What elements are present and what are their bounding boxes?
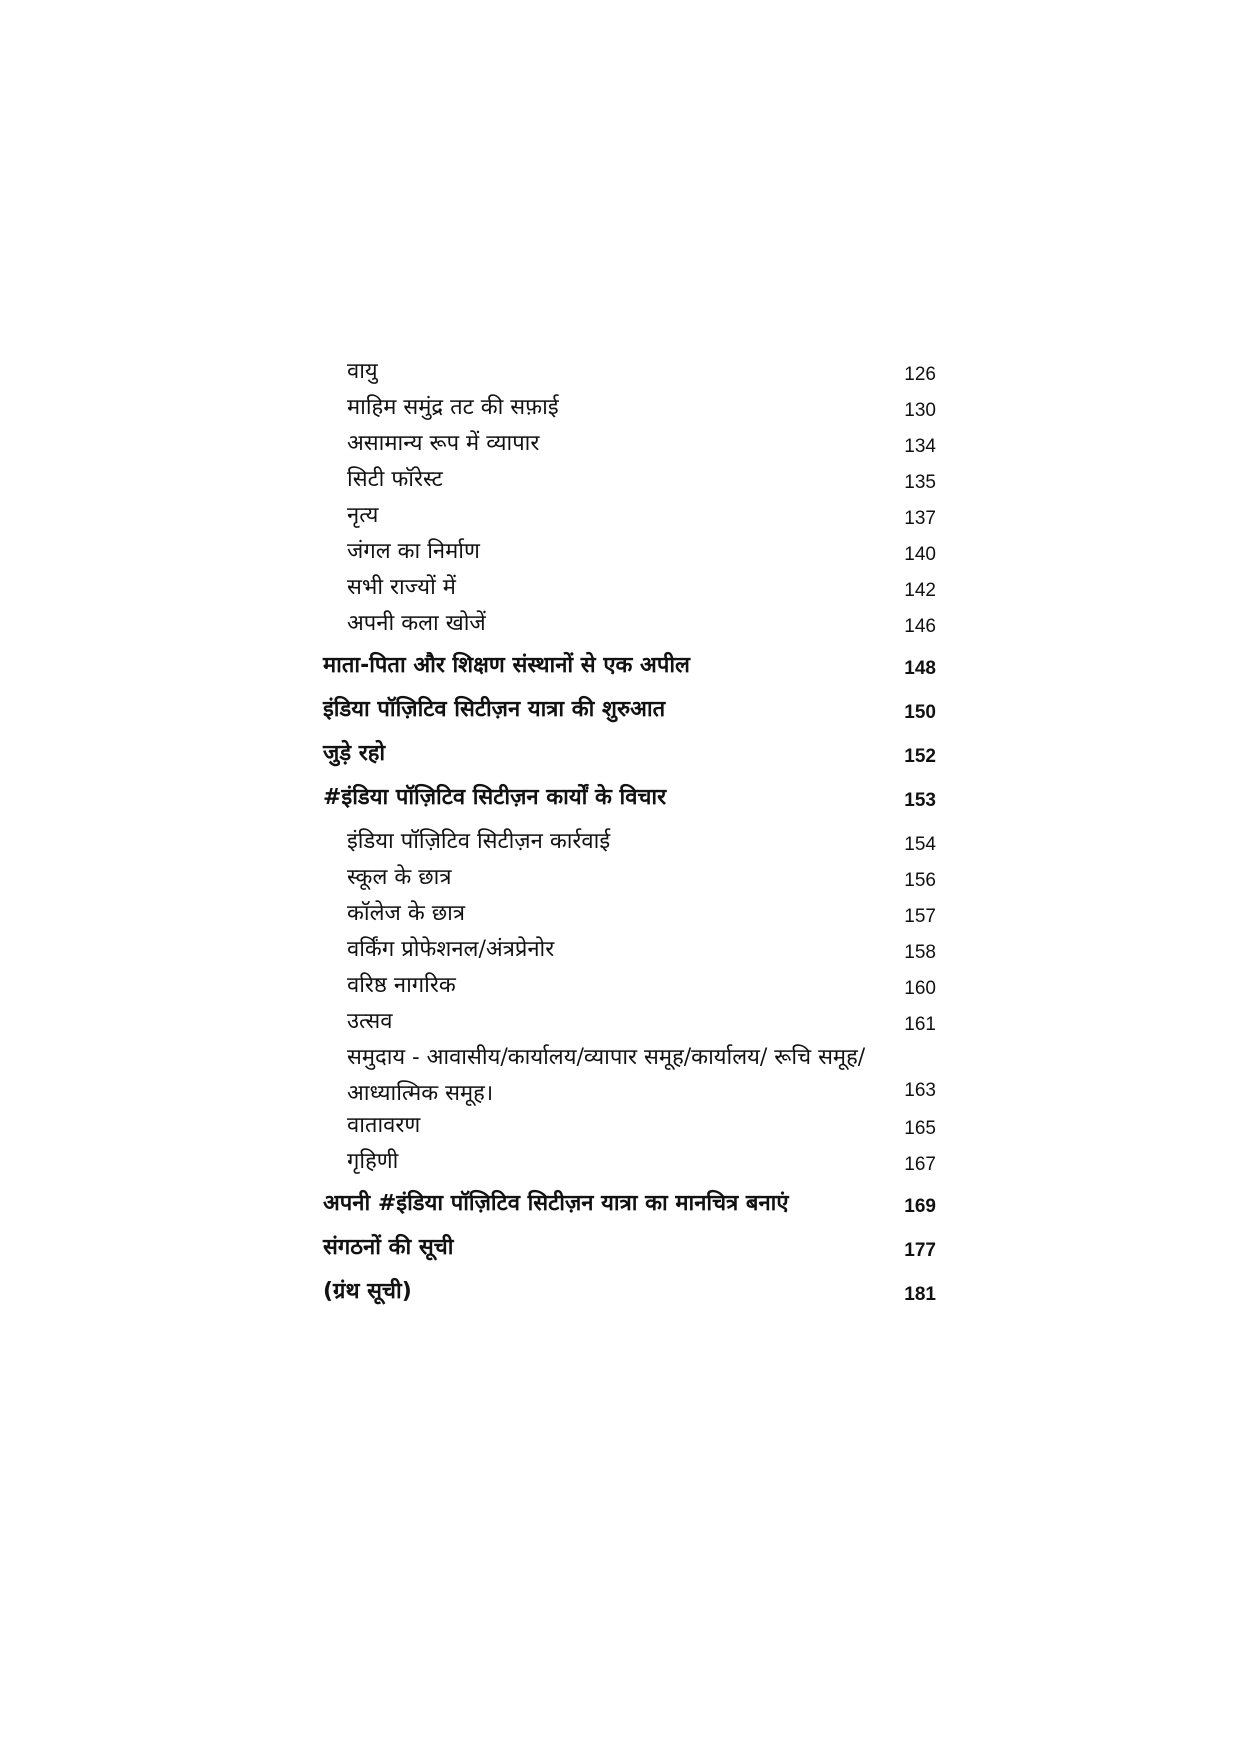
toc-chapter [323, 690, 936, 734]
toc-entry-page: 161 [904, 1014, 936, 1035]
toc-entry [323, 538, 936, 574]
toc-entry [323, 900, 936, 936]
toc-entry-title: अपनी कला खोजें [347, 611, 486, 636]
toc-entry-page: 130 [904, 400, 936, 421]
toc-entry-page: 154 [904, 834, 936, 855]
toc-entry-title: वर्किंग प्रोफेशनल/अंत्रप्रेनोर [347, 937, 555, 962]
toc-entry-page: 126 [904, 364, 936, 385]
toc-entry [323, 574, 936, 610]
toc-entry-title: स्कूल के छात्र [347, 865, 452, 890]
toc-entry [323, 394, 936, 430]
toc-chapter [323, 778, 936, 822]
toc-entry [323, 1008, 936, 1044]
toc-chapter-page: 152 [904, 746, 936, 767]
toc-entry [323, 1112, 936, 1148]
toc-chapter-title: जुड़े रहो [323, 741, 386, 766]
toc-entry-title: कॉलेज के छात्र [347, 901, 465, 926]
toc-chapter-page: 150 [904, 702, 936, 723]
toc-chapter-title: माता-पिता और शिक्षण संस्थानों से एक अपील [323, 653, 690, 678]
toc-entry-page: 157 [904, 906, 936, 927]
toc-entry [323, 610, 936, 646]
toc-chapter [323, 734, 936, 778]
toc-entry-title: उत्सव [347, 1009, 393, 1034]
toc-entry-page: 165 [904, 1118, 936, 1139]
toc-entry-page: 140 [904, 544, 936, 565]
toc-entry-title: सिटी फॉरेस्ट [347, 467, 443, 492]
toc-entry-title: माहिम समुंद्र तट की सफ़ाई [347, 395, 559, 420]
table-of-contents [323, 358, 936, 1316]
toc-entry-page: 160 [904, 978, 936, 999]
toc-entry-page: 158 [904, 942, 936, 963]
toc-chapter [323, 1228, 936, 1272]
toc-chapter-title: संगठनों की सूची [323, 1235, 454, 1260]
toc-chapter-title: अपनी #इंडिया पॉज़िटिव सिटीज़न यात्रा का मानचित्र बनाएं [323, 1191, 789, 1216]
toc-entry-page: 135 [904, 472, 936, 493]
toc-entry-title: गृहिणी [347, 1149, 399, 1174]
toc-entry [323, 1040, 936, 1112]
toc-chapter-page: 181 [904, 1284, 936, 1305]
toc-entry-title: वरिष्ठ नागरिक [347, 973, 456, 998]
toc-entry [323, 864, 936, 900]
toc-entry [323, 430, 936, 466]
toc-entry-title: नृत्य [347, 503, 379, 528]
toc-entry-title: जंगल का निर्माण [347, 539, 480, 564]
toc-chapter-page: 177 [904, 1240, 936, 1261]
toc-chapter-page: 169 [904, 1196, 936, 1217]
toc-chapter [323, 1184, 936, 1228]
toc-entry-page: 137 [904, 508, 936, 529]
toc-entry-page: 163 [904, 1080, 936, 1101]
toc-chapter [323, 1272, 936, 1316]
toc-entry-title: इंडिया पॉज़िटिव सिटीज़न कार्रवाई [347, 829, 611, 854]
toc-entry-page: 167 [904, 1154, 936, 1175]
toc-entry-page: 156 [904, 870, 936, 891]
toc-entry [323, 1148, 936, 1184]
toc-entry [323, 502, 936, 538]
toc-entry-title: वायु [347, 359, 378, 384]
toc-entry [323, 358, 936, 394]
toc-entry-title: असामान्य रूप में व्यापार [347, 431, 540, 456]
toc-entry-title: वातावरण [347, 1113, 421, 1138]
toc-chapter-title: (ग्रंथ सूची) [323, 1279, 412, 1304]
toc-chapter-page: 148 [904, 658, 936, 679]
toc-entry-page: 142 [904, 580, 936, 601]
toc-entry-page: 134 [904, 436, 936, 457]
toc-entry-page: 146 [904, 616, 936, 637]
toc-chapter [323, 646, 936, 690]
toc-entry [323, 972, 936, 1008]
toc-entry [323, 936, 936, 972]
toc-entry-title: समुदाय - आवासीय/कार्यालय/व्यापार समूह/कार्यालय/ रूचि समूह/आध्यात्मिक समूह। [347, 1045, 866, 1106]
toc-chapter-title: इंडिया पॉज़िटिव सिटीज़न यात्रा की शुरुआत [323, 697, 666, 722]
toc-chapter-page: 153 [904, 790, 936, 811]
toc-chapter-title: #इंडिया पॉज़िटिव सिटीज़न कार्यों के विचार [323, 785, 667, 810]
toc-entry [323, 466, 936, 502]
toc-entry [323, 828, 936, 864]
toc-entry-title: सभी राज्यों में [347, 575, 456, 600]
